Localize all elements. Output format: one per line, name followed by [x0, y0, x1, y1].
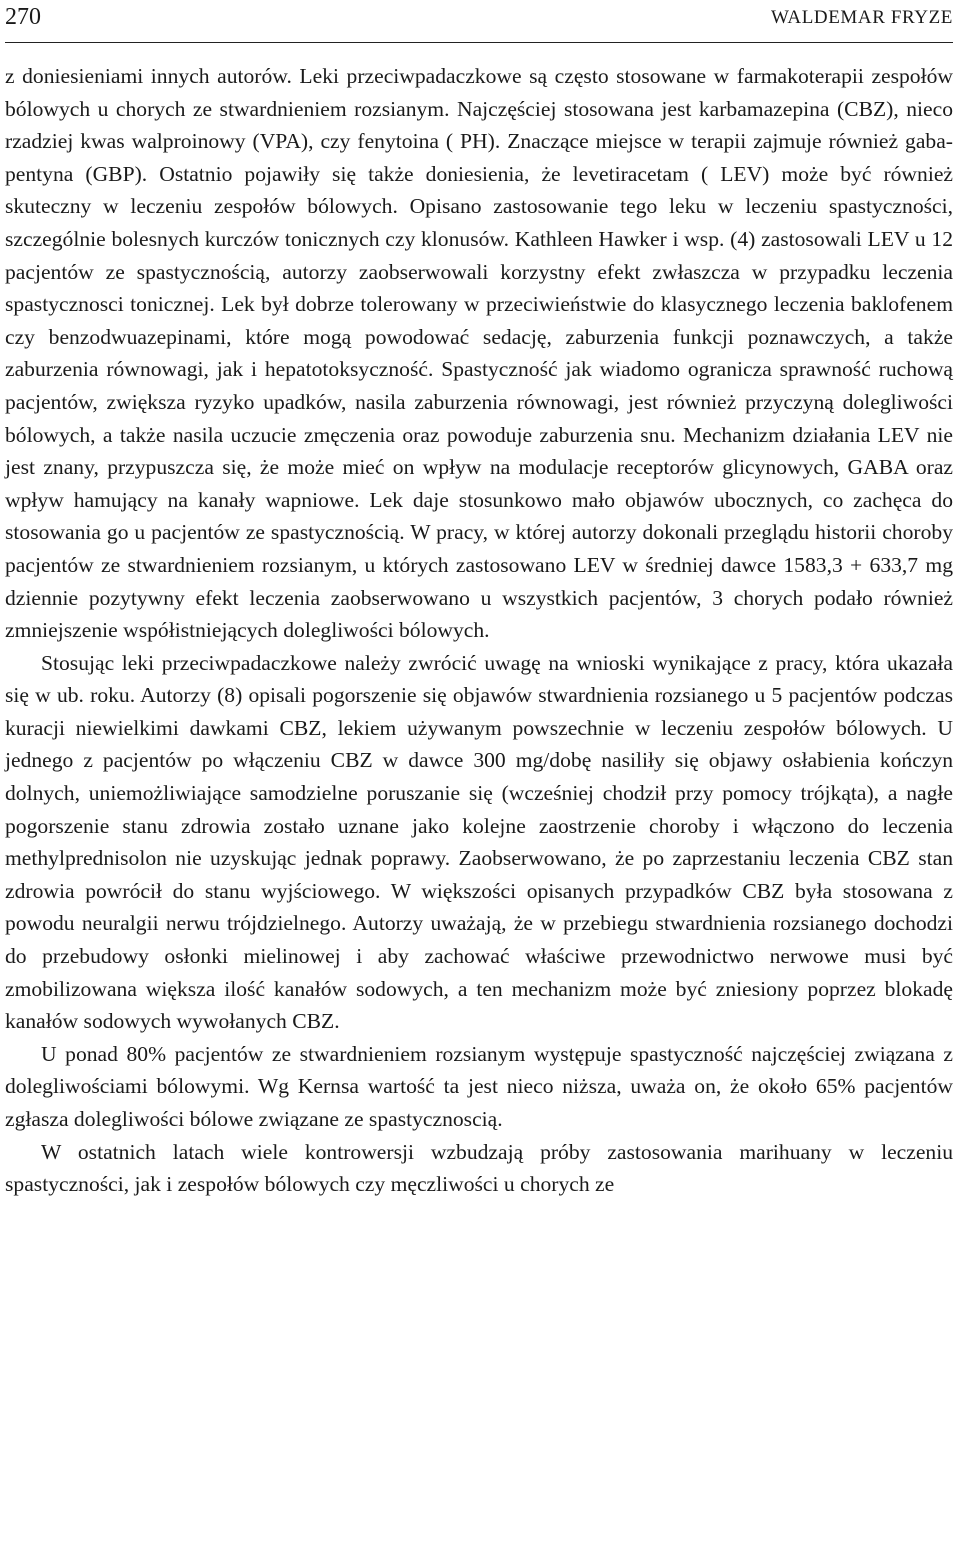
running-header — [5, 0, 953, 43]
page-number: 270 — [5, 4, 41, 30]
body-text — [5, 60, 953, 1201]
running-head-author: WALDEMAR FRYZE — [770, 7, 953, 28]
book-page — [5, 0, 953, 1201]
paragraph-marihuana: W ostatnich latach wiele kontrowersji wzbudzają próby zastosowania marihuany w leczeniu spastyczności, jak i zespołów bólowych czy męczliwości u chorych ze — [5, 1139, 953, 1197]
paragraph-continued: z doniesieniami innych autorów. Leki przeciwpadaczkowe są często stosowane w farmakoterapii zespołów bólowych u chorych ze stwardnieniem rozsianym. Najczęściej stosowana jest karbamazepina (CBZ), nieco rzadziej kwas walproinowy (VPA), czy fenytoina ( PH). Znaczące miejsce w terapii zajmuje również gabapentyna (GBP). Ostatnio pojawiły się także doniesienia, że levetiracetam ( LEV) może być również skuteczny w leczeniu zespołów bólowych. Opisano zastosowanie tego leku w leczeniu spastyczności, szczególnie bolesnych kurczów tonicznych czy klonusów. Kathleen Hawker i wsp. (4) zastosowali LEV u 12 pacjentów ze spastycznością, autorzy zaobserwowali korzystny efekt zwłaszcza w przypadku leczenia spastycznosci tonicznej. Lek był dobrze tolerowany w przeciwieństwie do klasycznego leczenia baklofenem czy benzodwuazepinami, które mogą powodować sedację, zaburzenia funkcji poznawczych, a także zaburzenia równowagi, jak i hepatotoksyczność. Spastyczność jak wiadomo ogranicza sprawność ruchową pacjentów, zwiększa ryzyko upadków, nasila zaburzenia równowagi, jest również przyczyną dolegliwości bólowych, a także nasila uczucie zmęczenia oraz powoduje zaburzenia snu. Mechanizm działania LEV nie jest znany, przypuszcza się, że może mieć on wpływ na modulacje receptorów glicynowych, GABA oraz wpływ hamujący na kanały wapniowe. Lek daje stosunkowo mało objawów ubocznych, co zachęca do stosowania go u pacjentów ze spastycznością. W pracy, w której autorzy dokonali przeglądu historii choroby pacjentów ze stwardnieniem rozsianym, u których zastosowano LEV w średniej dawce 1583,3 + 633,7 mg dziennie pozytywny efekt leczenia zaobserwowano u wszystkich pacjentów, 3 chorych podało również zmniejszenie współistniejących dolegliwości bólowych. — [5, 64, 953, 643]
paragraph-cbz-worsening: Stosując leki przeciwpadaczkowe należy zwrócić uwagę na wnioski wynikające z pracy, która ukazała się w ub. roku. Autorzy (8) opisali pogorszenie się objawów stwardnienia rozsianego u 5 pacjentów podczas kuracji niewielkimi dawkami CBZ, lekiem używanym powszechnie w leczeniu zespołów bólowych. U jednego z pacjentów po włączeniu CBZ w dawce 300 mg/dobę nasiliły się objawy osłabienia kończyn dolnych, uniemożliwiające samodzielne poruszanie się (wcześniej chodził przy pomocy trójkąta), a nagłe pogorszenie stanu zdrowia zostało uznane jako kolejne zaostrzenie choroby i włączono do leczenia methylprednisolon nie uzyskując jednak poprawy. Zaobserwowano, że po zaprzestaniu leczenia CBZ stan zdrowia powrócił do stanu wyjściowego. W większości opisanych przypadków CBZ była stosowana z powodu neuralgii nerwu trójdzielnego. Autorzy uważają, że w przebiegu stwardnienia rozsianego dochodzi do przebudowy osłonki mielinowej i aby zachować właściwe przewodnictwo nerwowe musi być zmobilizowana większa ilość kanałów sodowych, a ten mechanizm może być zniesiony poprzez blokadę kanałów sodowych wywołanych CBZ. — [5, 650, 953, 1034]
paragraph-spasticity-prevalence: U ponad 80% pacjentów ze stwardnieniem rozsianym występuje spastyczność najczęściej związana z dolegliwościami bólowymi. Wg Kernsa wartość ta jest nieco niższa, uważa on, że około 65% pacjentów zgłasza dolegliwości bólowe związane ze spastycznoscią. — [5, 1041, 953, 1131]
